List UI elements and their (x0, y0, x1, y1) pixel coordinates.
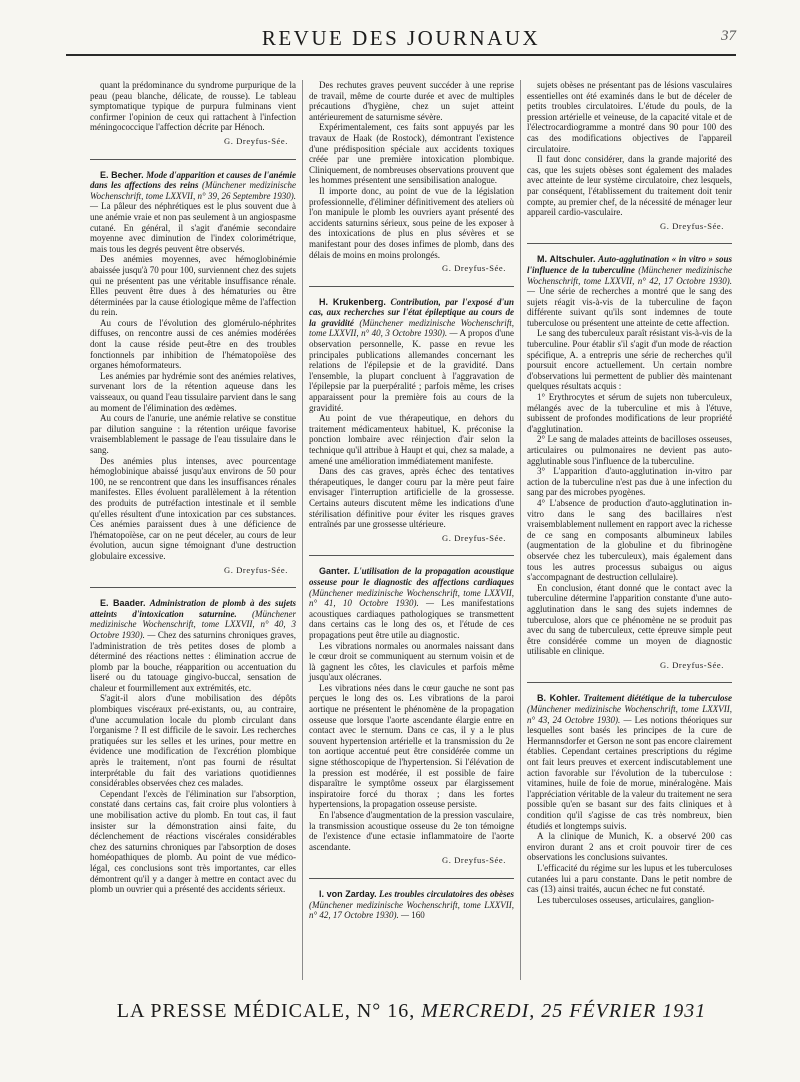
body-paragraph: Au point de vue thérapeutique, en dehors du traitement médicamenteux habituel, K. préconise la ponction lombaire avec réinjection d'air selon la technique qu'il attribue à Haupt et qui, chez sa malade, a amené une amélioration immédiatement manifeste. (309, 413, 514, 466)
article-citation: (Münchener medizinische Wochenschrift, tome LXXVII, n° 40, 3 Octobre 1930). — (309, 317, 514, 339)
article-text: A propos d'une observation personnelle, K. passe en revue les principales publications allemandes concernant les relations de l'épilepsie et de la gravidité. Dans l'ensemble, la plupart concluent à l'aggravation de l'épilepsie par la puerpéralité ; parfois même, les crises apparaissent pour la première fois au cours de la gravidité. (309, 328, 514, 413)
author-signature: G. Dreyfus-Sée. (442, 263, 506, 274)
article-heading (527, 243, 732, 328)
article-heading (90, 159, 296, 255)
body-paragraph: En conclusion, étant donné que le contact avec la tuberculine détermine l'apparition constante d'une auto-agglutination dans le sang des sujets indemnes de tuberculose, alors que ce phénomène ne se produit pas avec du sang de tuberculeux, cette épreuve simple peut être considérée comme un moyen de diagnostic utilisable en clinique. (527, 582, 732, 657)
article-citation: (Münchener medizinische Wochenschrift, tome LXXVII, n° 43, 24 Octobre 1930). — (527, 704, 732, 725)
body-paragraph: Des rechutes graves peuvent succéder à une reprise de travail, même de courte durée et avec de multiples précautions d'hygiène, chez un sujet atteint antérieurement de saturnisme sévère. (309, 80, 514, 122)
article-text: La pâleur des néphrétiques est le plus souvent due à une anémie vraie et non pas seulement à un angiospasme cutané. En général, il s'agit d'anémie secondaire moyenne avec diminution de l'index colorimétrique, mais tous les degrés peuvent être observés. (90, 201, 296, 254)
article-citation: (Münchener medizinische Wochenschrift, tome LXXVII, n° 41, 10 Octobre 1930). — (309, 587, 514, 609)
article-lead-paragraph (90, 170, 296, 255)
article-lead-paragraph (90, 598, 296, 693)
article-text: Les manifestations acoustiques cardiaques pathologiques se transmettent dans certains cas le long des os, et l'étude de ces propagations peut être utile au diagnostic. (309, 598, 514, 640)
column-1 (84, 80, 302, 980)
footer-date: MERCREDI, 25 FÉVRIER 1931 (421, 1000, 707, 1022)
body-paragraph: L'efficacité du régime sur les lupus et les tuberculoses cutanées lui a paru constante. Dans le petit nombre de cas (13) ainsi traités, aucun échec ne fut constaté. (527, 862, 732, 895)
article-title: Contribution, par l'exposé d'un cas, aux recherches sur l'état épileptique au cours de la gravidité (309, 296, 515, 328)
article-lead-paragraph (527, 254, 732, 328)
body-paragraph: Au cours de l'évolution des glomérulo-néphrites diffuses, on rencontre aussi de ces anémies modérées dont la cause réside peut-être en des troubles fonctionnels par inhibition de l'hématopoïèse des organes hémoformateurs. (90, 317, 296, 371)
article-citation: (Münchener medizinische Wochenschrift, tome LXXVII, n° 42, 17 Octobre 1930). — (527, 264, 733, 297)
article-text: Les notions théoriques sur lesquelles sont basés les principes de la cure de Hermannsdorfer et Gerson ne sont pas encore clairement établies. Cependant certaines prescriptions du régime ont fait leurs preuves et exercent indiscutablement une action favorable sur l'évolution de la tuberculose : vitamines, huile de foie de morue, minéralogène. Mais l'appréciation véritable de la valeur du traitement ne sera possible qu'en se basant sur des faits cliniques et à condition qu'il s'agisse de cas très nombreux, bien étudiés et longtemps suivis. (527, 714, 732, 831)
article-author: M. Altschuler. (537, 254, 596, 265)
body-paragraph: Les anémies par hydrémie sont des anémies relatives, survenant lors de la rétention aqueuse dans les vaisseaux, ou quand l'eau tissulaire parvient dans le sang au moment de l'élimination des œdèmes. (90, 370, 296, 413)
article-title: Mode d'apparition et causes de l'anémie dans les affections des reins (90, 169, 296, 191)
body-paragraph: Des anémies plus intenses, avec pourcentage hémoglobinique abaissé jusqu'aux environs de 50 pour 100, ne se rencontrent que dans les insuffisances rénales manifestes. Elles évoluent parallèlement à la rétention des produits de putréfaction intestinale et il semble qu'elles résultent d'une intoxication par ces substances. Ces anémies paraissent dues à une déficience de l'hématopoïèse, car on ne peut déceler, au cours de leur évolution, aucun signe témoignant d'une destruction globulaire excessive. (90, 455, 296, 561)
body-paragraph: 2° Le sang de malades atteints de bacilloses osseuses, articulaires ou pulmonaires ne devient pas auto-agglutinable sous l'influence de la tuberculine. (527, 434, 732, 466)
article-lead-paragraph (527, 693, 732, 831)
article-title: Traitement diététique de la tuberculose (583, 693, 733, 704)
author-signature: G. Dreyfus-Sée. (442, 532, 506, 543)
article-title: Les troubles circulatoires des obèses (379, 888, 514, 899)
body-paragraph: quant la prédominance du syndrome purpurique de la peau (peau blanche, délicate, de rousse). Le tableau symptomatique typique de purpura fulminans vient confirmer l'opinion de ceux qui rattachent à l'infection méningococcique l'affection décrite par Hénoch. (90, 80, 296, 133)
body-paragraph: Il importe donc, au point de vue de la législation professionnelle, d'éliminer définitivement des ateliers où l'on manipule le plomb les ouvriers ayant présenté des accidents saturnins sérieux, sous peine de les exposer à des intoxications de plus en plus sévères et se manifestant pour des doses infimes de plomb, dans des délais de moins en moins prolongés. (309, 185, 514, 260)
article-heading (309, 286, 514, 414)
journal-section-title: REVUE DES JOURNAUX (261, 26, 541, 50)
author-signature: G. Dreyfus-Sée. (660, 659, 724, 670)
body-paragraph: Au cours de l'anurie, une anémie relative se constitue par dilution sanguine : la rétention uréique favorise vraisemblablement le passage de l'eau tissulaire dans le sang. (90, 413, 296, 455)
page-header (66, 22, 736, 56)
article-text: Chez des saturnins chroniques graves, l'administration de très petites doses de plomb a déterminé des réactions nettes : élimination accrue de plomb par la bouche, réapparition ou accentuation du liseré ou du tatouage gingivo-buccal, sensation de chaleur et fourmillement aux extrémités, etc. (90, 629, 296, 693)
article-author: B. Kohler. (537, 693, 581, 704)
article-citation: (Münchener medizinische Wochenschrift, tome LXXVII, n° 42, 17 Octobre 1930). — (309, 899, 514, 921)
article-title: Administration de plomb à des sujets atteints d'intoxication saturnine. (90, 598, 296, 619)
column-3 (520, 80, 738, 980)
article-title: Auto-agglutination « in vitro » sous l'influence de la tuberculine (527, 254, 733, 275)
article-author: H. Krukenberg. (319, 296, 386, 307)
author-signature: G. Dreyfus-Sée. (442, 855, 506, 866)
header-rule (66, 54, 736, 56)
body-paragraph: A la clinique de Munich, K. a observé 200 cas environ durant 2 ans et croit pouvoir tirer de ces observations les conclusions suivantes. (527, 831, 732, 863)
article-citation: (Münchener medizinische Wochenschrift, tome LXXVII, n° 40, 3 Octobre 1930). — (90, 608, 297, 640)
article-author: E. Baader. (100, 598, 146, 609)
article-text: 160 (411, 910, 425, 921)
body-paragraph: Les vibrations nées dans le cœur gauche ne sont pas perçues le long des os. Les vibrations de la paroi aortique ne présentent le phénomène de la propagation osseuse que lorsque l'aorte ascendante élargie entre en contact avec le sternum. Dans ce cas, il y a le plus souvent hypertension artérielle et la transmission du 2e ton aortique accentué peut être considérée comme un signe stéthoscopique de l'hypertension. Si l'élévation de la pression est modérée, il est possible de faire disparaître le symptôme osseux par élargissement inspiratoire forcé du thorax ; dans les fortes hypertensions, la propagation osseuse persiste. (309, 682, 514, 810)
body-paragraph: Dans des cas graves, après échec des tentatives thérapeutiques, le danger couru par la mère peut faire envisager l'interruption artificielle de la grossesse. Certains auteurs discutent même les indications d'une stérilisation définitive pour éviter les risques graves entraînés par une grossesse ultérieure. (309, 466, 514, 530)
article-text: Une série de recherches a montré que le sang des sujets réagit vis-à-vis de la tuberculine de façon différente suivant qu'ils sont indemnes de toute tuberculose ou présentent une atteinte de cette affection. (527, 286, 733, 328)
body-paragraph: En l'absence d'augmentation de la pression vasculaire, la transmission acoustique osseuse du 2e ton témoigne de l'existence d'une ectasie inflammatoire de l'aorte ascendante. (309, 810, 514, 852)
body-paragraph: Les vibrations normales ou anormales naissant dans le cœur droit se communiquent au sternum voisin et de là gagnent les côtes, les clavicules et parfois même jusqu'aux olécranes. (309, 640, 514, 683)
article-lead-paragraph (309, 889, 514, 921)
body-paragraph: Les tuberculoses osseuses, articulaires, ganglion- (537, 894, 714, 905)
article-heading (309, 878, 514, 921)
article-author: Ganter. (319, 566, 351, 577)
article-lead-paragraph (309, 297, 514, 414)
text-columns (84, 80, 739, 980)
body-paragraph: 4° L'absence de production d'auto-agglutination in-vitro dans le sang des bacillaires n'est vraisemblablement nullement en rapport avec la richesse de ce sang en composants albumineux labiles (augmentation de la globuline et du fibrinogène observée chez les tuberculeux), mais également dans tous les autres processus subaigus ou aigus s'accompagnant de destruction cellulaire). (527, 497, 732, 583)
article-author: E. Becher. (100, 169, 144, 180)
page-number: 37 (721, 28, 736, 44)
author-signature: G. Dreyfus-Sée. (224, 135, 288, 146)
author-signature: G. Dreyfus-Sée. (660, 220, 724, 231)
article-heading (527, 682, 732, 831)
article-title: L'utilisation de la propagation acoustique osseuse pour le diagnostic des affections cardiaques (309, 566, 514, 587)
column-2 (302, 80, 520, 980)
body-paragraph: Cependant l'excès de l'élimination sur l'absorption, constaté dans certains cas, fait croire plus volontiers à une mobilisation active du plomb. En tout cas, il faut insister sur la démonstration ainsi faite, du déclenchement de réactions viscérales considérables chez des saturnins chroniques par l'absorption de doses homéopathiques de plomb. Au point de vue médico-légal, ces conclusions sont très importantes, car elles démontrent qu'il y a danger à mettre en contact avec du plomb un ouvrier qui a présenté des accidents sérieux. (90, 788, 296, 895)
body-paragraph: Il faut donc considérer, dans la grande majorité des cas, que les sujets obèses sont également des malades avec atteinte de leur système circulatoire, chez lesquels, par conséquent, l'établissement du traitement doit tenir compte, au premier chef, de la nécessité de ménager leur appareil cardio-vasculaire. (527, 154, 732, 218)
article-heading (309, 555, 514, 640)
article-citation: (Münchener medizinische Wochenschrift, tome LXXVII, n° 39, 26 Septembre 1930). — (90, 180, 296, 212)
body-paragraph: 1° Erythrocytes et sérum de sujets non tuberculeux, mélangés avec de la tuberculine et mis à l'étuve, subissent de profondes modifications de leur propriété d'agglutination. (527, 392, 732, 434)
body-paragraph: 3° L'apparition d'auto-agglutination in-vitro par action de la tuberculine n'est pas due à une infection du sang par des microbes pyogènes. (527, 466, 732, 498)
page-footer (84, 1000, 739, 1023)
article-lead-paragraph (309, 566, 514, 640)
article-heading (90, 587, 296, 693)
body-paragraph: Le sang des tuberculeux paraît résistant vis-à-vis de la tuberculine. Pour établir s'il s'agit d'un mode de réaction spécifique, A. a entrepris une série de recherches qu'il poursuit encore actuellement. Un certain nombre d'observations lui permettent de publier dès maintenant quelques résultats acquis : (527, 328, 732, 392)
author-signature: G. Dreyfus-Sée. (224, 564, 288, 575)
article-author: I. von Zarday. (319, 888, 377, 899)
body-paragraph: S'agit-il alors d'une mobilisation des dépôts plombiques viscéraux pré-existants, ou, au contraire, d'une accumulation locale du plomb circulant dans l'organisme ? Il est difficile de le savoir. Les recherches pratiquées sur les selles et les urines, pour mettre en évidence une modification de l'excrétion plombique après le traitement, n'ont pas fourni de résultat interprétable du fait des variations quotidiennes considérables observées chez ces malades. (90, 693, 296, 789)
body-paragraph: sujets obèses ne présentant pas de lésions vasculaires essentielles ont été examinés dans le but de déceler de petits troubles circulatoires. L'étude du pouls, de la pression artérielle et veineuse, de la capacité vitale et de l'électrocardiogramme a montré dans 90 pour 100 des cas des modifications objectives de l'appareil circulatoire. (527, 80, 732, 154)
footer-journal: LA PRESSE MÉDICALE, N° 16, (116, 1000, 416, 1022)
body-paragraph: Expérimentalement, ces faits sont appuyés par les travaux de Haak (de Rostock), démontrant l'existence d'une prédisposition spéciale aux accidents toxiques créée par une première intoxication plombique. Cliniquement, de nombreuses observations prouvent que les hommes présentent une sensibilisation analogue. (309, 122, 514, 186)
body-paragraph: Des anémies moyennes, avec hémoglobinémie abaissée jusqu'à 70 pour 100, surviennent chez des sujets qui ne présentent pas une véritable insuffisance rénale. Elles peuvent être dues à des hématuries ou être déterminées par la cause étiologique même de l'affection du rein. (90, 254, 296, 318)
